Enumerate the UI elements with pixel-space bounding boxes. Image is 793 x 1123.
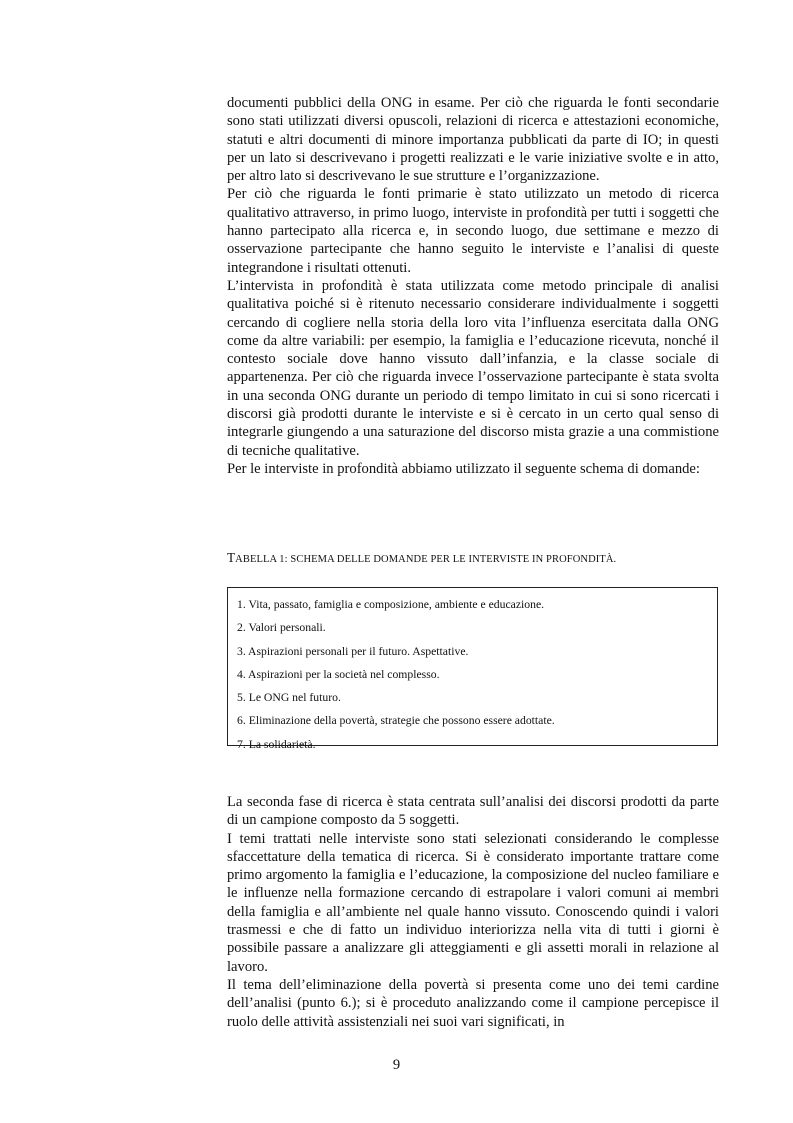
list-item: 2. Valori personali. (237, 621, 326, 635)
body-text-bottom (227, 793, 719, 1031)
body-text-top (227, 94, 719, 478)
list-item: 3. Aspirazioni personali per il futuro. Aspettative. (237, 644, 469, 658)
paragraph: documenti pubblici della ONG in esame. Per ciò che riguarda le fonti secondarie sono stati utilizzati diversi opuscoli, relazioni di ricerca e attestazioni economiche, statuti e altri documenti di minore importanza pubblicati da parte di IO; in questi per un lato si descrivevano i progetti realizzati e le varie iniziative svolte e in atto, per altro lato si descrivevano le sue strutture e l’organizzazione. (227, 95, 719, 185)
list-item: 5. Le ONG nel futuro. (237, 691, 341, 705)
caption-lead: T (227, 550, 236, 565)
list-item: 4. Aspirazioni per la società nel complesso. (237, 667, 440, 681)
list-item: 6. Eliminazione della povertà, strategie che possono essere adottate. (237, 714, 555, 728)
paragraph: Per le interviste in profondità abbiamo utilizzato il seguente schema di domande: (227, 460, 700, 477)
table-caption (227, 550, 727, 568)
paragraph: L’intervista in profondità è stata utilizzata come metodo principale di analisi qualitativa poiché si è ritenuto necessario considerare individualmente i soggetti cercando di cogliere nella storia della loro vita l’influenza esercitata dalla ONG come da altre variabili: per esempio, la famiglia e l’educazione ricevuta, nonché il contesto sociale dove hanno vissuto dall’infanzia, e la classe sociale di appartenenza. Per ciò che riguarda invece l’osservazione partecipante è stata svolta in una seconda ONG durante un periodo di tempo limitato in cui si sono ricercati i discorsi già prodotti durante le interviste e si è cercato in un certo qual senso di integrarle giungendo a una saturazione del discorso mista grazie a una commistione di tecniche qualitative. (227, 277, 719, 459)
paragraph: Il tema dell’eliminazione della povertà si presenta come uno dei temi cardine dell’analisi (punto 6.); si è proceduto analizzando come il campione percepisce il ruolo delle attività assistenziali nei suoi vari significati, in (227, 976, 719, 1030)
questions-list (237, 593, 717, 756)
caption-rest: ABELLA 1: SCHEMA DELLE DOMANDE PER LE INTERVISTE IN PROFONDITÀ. (235, 554, 617, 565)
paragraph: I temi trattati nelle interviste sono stati selezionati considerando le complesse sfaccettature della tematica di ricerca. Si è considerato importante trattare come primo argomento la famiglia e l’educazione, la composizione del nucleo familiare e le influenze nella formazione cercando di estrapolare i valori comuni ai membri della famiglia e all’ambiente nel quale hanno vissuto. Conoscendo quindi i valori trasmessi e che di fatto un individuo interiorizza nella vita di tutti i giorni è possibile passare a analizzare gli atteggiamenti e gli assetti morali in relazione al lavoro. (227, 830, 719, 975)
list-item: 1. Vita, passato, famiglia e composizione, ambiente e educazione. (237, 598, 545, 611)
questions-table (227, 587, 718, 751)
paragraph: Per ciò che riguarda le fonti primarie è stato utilizzato un metodo di ricerca qualitativo attraverso, in primo luogo, interviste in profondità per tutti i soggetti che hanno partecipato alla ricerca e, in secondo luogo, due settimane e mezzo di osservazione partecipante che hanno seguito le interviste e l’analisi di queste integrandone i risultati ottenuti. (227, 186, 719, 276)
list-item: 7. La solidarietà. (237, 737, 316, 751)
page-number: 9 (392, 1057, 401, 1073)
paragraph: La seconda fase di ricerca è stata centrata sull’analisi dei discorsi prodotti da parte di un campione composto da 5 soggetti. (227, 794, 719, 829)
